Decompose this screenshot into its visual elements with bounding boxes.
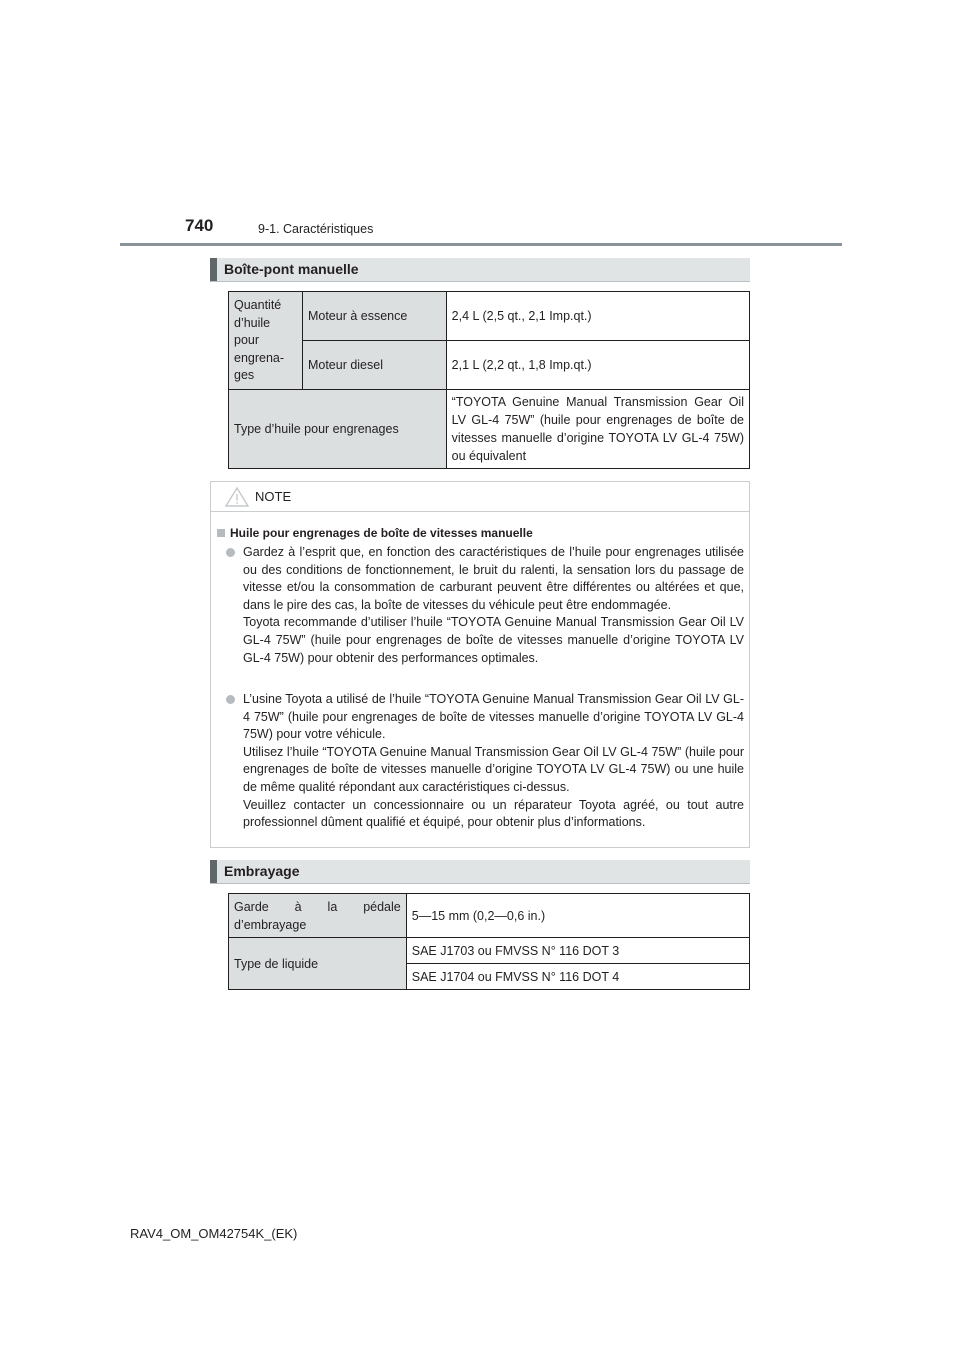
clutch-table — [228, 893, 750, 990]
table-row — [229, 292, 750, 341]
pedal-freeplay-label — [229, 894, 407, 938]
square-bullet-icon — [217, 529, 225, 537]
engine-label: Moteur à essence — [302, 292, 446, 341]
bullet-icon — [226, 548, 235, 557]
table-row — [229, 390, 750, 469]
note-item — [243, 691, 744, 832]
note-paragraph: Veuillez contacter un concessionnaire ou un réparateur Toyota agréé, ou tout autre professionnel dûment qualifié et équipé, pour obtenir plus d’informations. — [243, 797, 744, 830]
oil-quantity-value: 2,4 L (2,5 qt., 2,1 Imp.qt.) — [446, 292, 749, 341]
table-row — [229, 894, 750, 938]
section-title: 9-1. Caractéristiques — [258, 222, 374, 236]
page-number: 740 — [185, 216, 214, 235]
note-heading-text: Huile pour engrenages de boîte de vitesses manuelle — [230, 526, 533, 540]
pedal-freeplay-value: 5—15 mm (0,2—0,6 in.) — [406, 894, 749, 938]
section-heading-bar — [210, 860, 217, 883]
manual-transmission-table — [228, 291, 750, 469]
oil-quantity-value: 2,1 L (2,2 qt., 1,8 Imp.qt.) — [446, 341, 749, 390]
section-heading-manual-transmission — [210, 258, 750, 282]
note-paragraph: Utilisez l’huile “TOYOTA Genuine Manual Transmission Gear Oil LV GL-4 75W” (huile pour engrenages de boîte de vitesses manuelle d’origine TOYOTA LV GL-4 75W) ou une huile de même qualité répondant aux caractéristiques ci-dessus. — [243, 744, 744, 794]
section-heading-clutch — [210, 860, 750, 884]
oil-type-value: “TOYOTA Genuine Manual Transmission Gear Oil LV GL-4 75W” (huile pour engrenages de boîte de vitesses manuelle d’origine TOYOTA LV GL-4 75W) ou équivalent — [446, 390, 749, 469]
bullet-icon — [226, 695, 235, 704]
note-paragraph: L’usine Toyota a utilisé de l’huile “TOYOTA Genuine Manual Transmission Gear Oil LV GL-4 75W” (huile pour engrenages de boîte de vitesses manuelle d’origine TOYOTA LV GL-4 75W) pour votre véhicule. — [243, 692, 744, 742]
pedal-freeplay-label-line: d’embrayage — [234, 917, 307, 932]
oil-quantity-label: Quantité d’huile pour engrena- ges — [229, 292, 303, 390]
note-paragraph: Gardez à l’esprit que, en fonction des caractéristiques de l’huile pour engrenages utilisée ou des conditions de fonctionnement, le bruit du ralenti, la sensation lors du passage de vitesse et/ou la consommation de carburant peuvent être différentes ou altérées et que, dans le pire des cas, la boîte de vitesses du véhicule peut être endommagée. — [243, 545, 744, 612]
note-heading — [217, 526, 533, 540]
section-heading-title: Boîte-pont manuelle — [224, 261, 359, 277]
note-item — [243, 544, 744, 667]
note-paragraph: Toyota recommande d’utiliser l’huile “TOYOTA Genuine Manual Transmission Gear Oil LV GL-4 75W” (huile pour engrenages de boîte de vitesses manuelle d’origine TOYOTA LV GL-4 75W) pour obtenir des performances optimales. — [243, 615, 744, 665]
note-header — [211, 482, 749, 512]
fluid-type-value: SAE J1704 ou FMVSS N° 116 DOT 4 — [406, 964, 749, 990]
section-heading-bar — [210, 258, 217, 281]
fluid-type-label: Type de liquide — [229, 938, 407, 990]
oil-type-label: Type d’huile pour engrenages — [229, 390, 447, 469]
pedal-freeplay-label-line: Garde à la pédale — [234, 899, 401, 914]
fluid-type-value: SAE J1703 ou FMVSS N° 116 DOT 3 — [406, 938, 749, 964]
note-box — [210, 481, 750, 848]
document-code: RAV4_OM_OM42754K_(EK) — [130, 1226, 298, 1241]
warning-triangle-icon — [225, 487, 249, 507]
engine-label: Moteur diesel — [302, 341, 446, 390]
table-row — [229, 938, 750, 964]
note-title: NOTE — [255, 489, 292, 504]
header-divider — [120, 243, 842, 246]
table-row — [229, 341, 750, 390]
section-heading-title: Embrayage — [224, 863, 300, 879]
